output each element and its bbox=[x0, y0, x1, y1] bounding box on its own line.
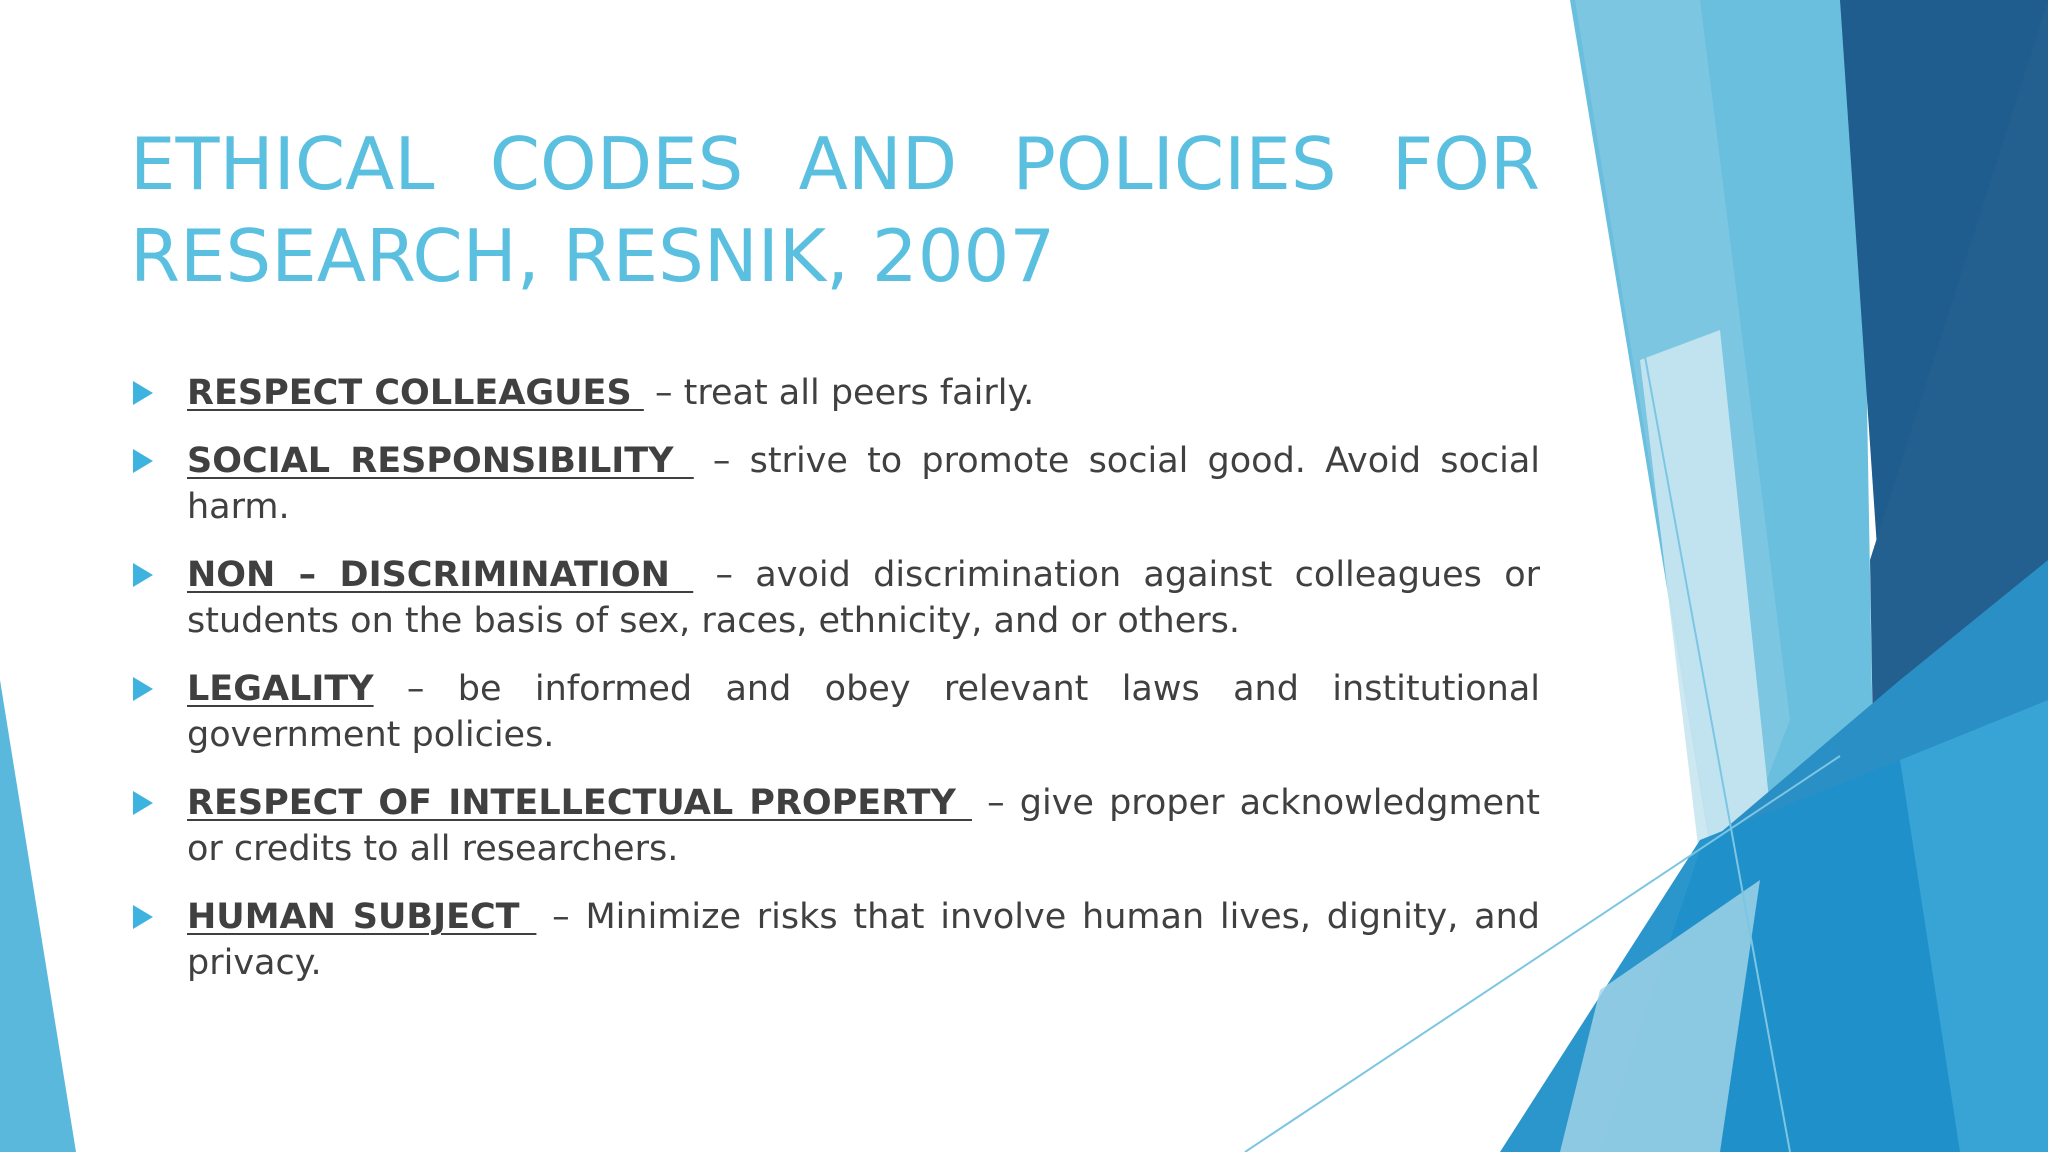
triangle-right-icon bbox=[133, 905, 153, 929]
bullet-text: – avoid discrimination against colleagues or students on the basis of sex, races, ethnicity, and or others. bbox=[187, 555, 1540, 641]
bullet-social-responsibility bbox=[130, 438, 1540, 530]
bullet-non-discrimination bbox=[130, 552, 1540, 644]
triangle-right-icon bbox=[133, 791, 153, 815]
bullet-term: RESPECT COLLEAGUES bbox=[187, 373, 644, 413]
slide-title-line2: RESEARCH, RESNIK, 2007 bbox=[130, 214, 1056, 298]
triangle-right-icon bbox=[133, 563, 153, 587]
bullet-list bbox=[130, 370, 1540, 1008]
bullet-text: – be informed and obey relevant laws and institutional government policies. bbox=[187, 669, 1540, 755]
bullet-text: – treat all peers fairly. bbox=[643, 373, 1035, 413]
bullet-intellectual-property bbox=[130, 780, 1540, 872]
bullet-text: – Minimize risks that involve human lives, dignity, and privacy. bbox=[187, 897, 1541, 983]
bullet-human-subject bbox=[130, 894, 1540, 986]
triangle-right-icon bbox=[133, 449, 153, 473]
bullet-term: HUMAN SUBJECT bbox=[187, 897, 537, 937]
slide-title-line1: ETHICAL CODES AND POLICIES FOR bbox=[130, 122, 1540, 206]
bullet-text: – strive to promote social good. Avoid social harm. bbox=[187, 441, 1540, 527]
bullet-respect-colleagues bbox=[130, 370, 1540, 416]
bullet-term: SOCIAL RESPONSIBILITY bbox=[187, 441, 694, 481]
bullet-legality bbox=[130, 666, 1540, 758]
bullet-text: – give proper acknowledgment or credits to all researchers. bbox=[187, 783, 1540, 869]
facet-left-edge bbox=[0, 680, 76, 1152]
triangle-right-icon bbox=[133, 381, 153, 405]
bullet-term: NON – DISCRIMINATION bbox=[187, 555, 694, 595]
slide-title bbox=[130, 118, 1540, 302]
triangle-right-icon bbox=[133, 677, 153, 701]
bullet-term: LEGALITY bbox=[187, 669, 374, 709]
bullet-term: RESPECT OF INTELLECTUAL PROPERTY bbox=[187, 783, 973, 823]
